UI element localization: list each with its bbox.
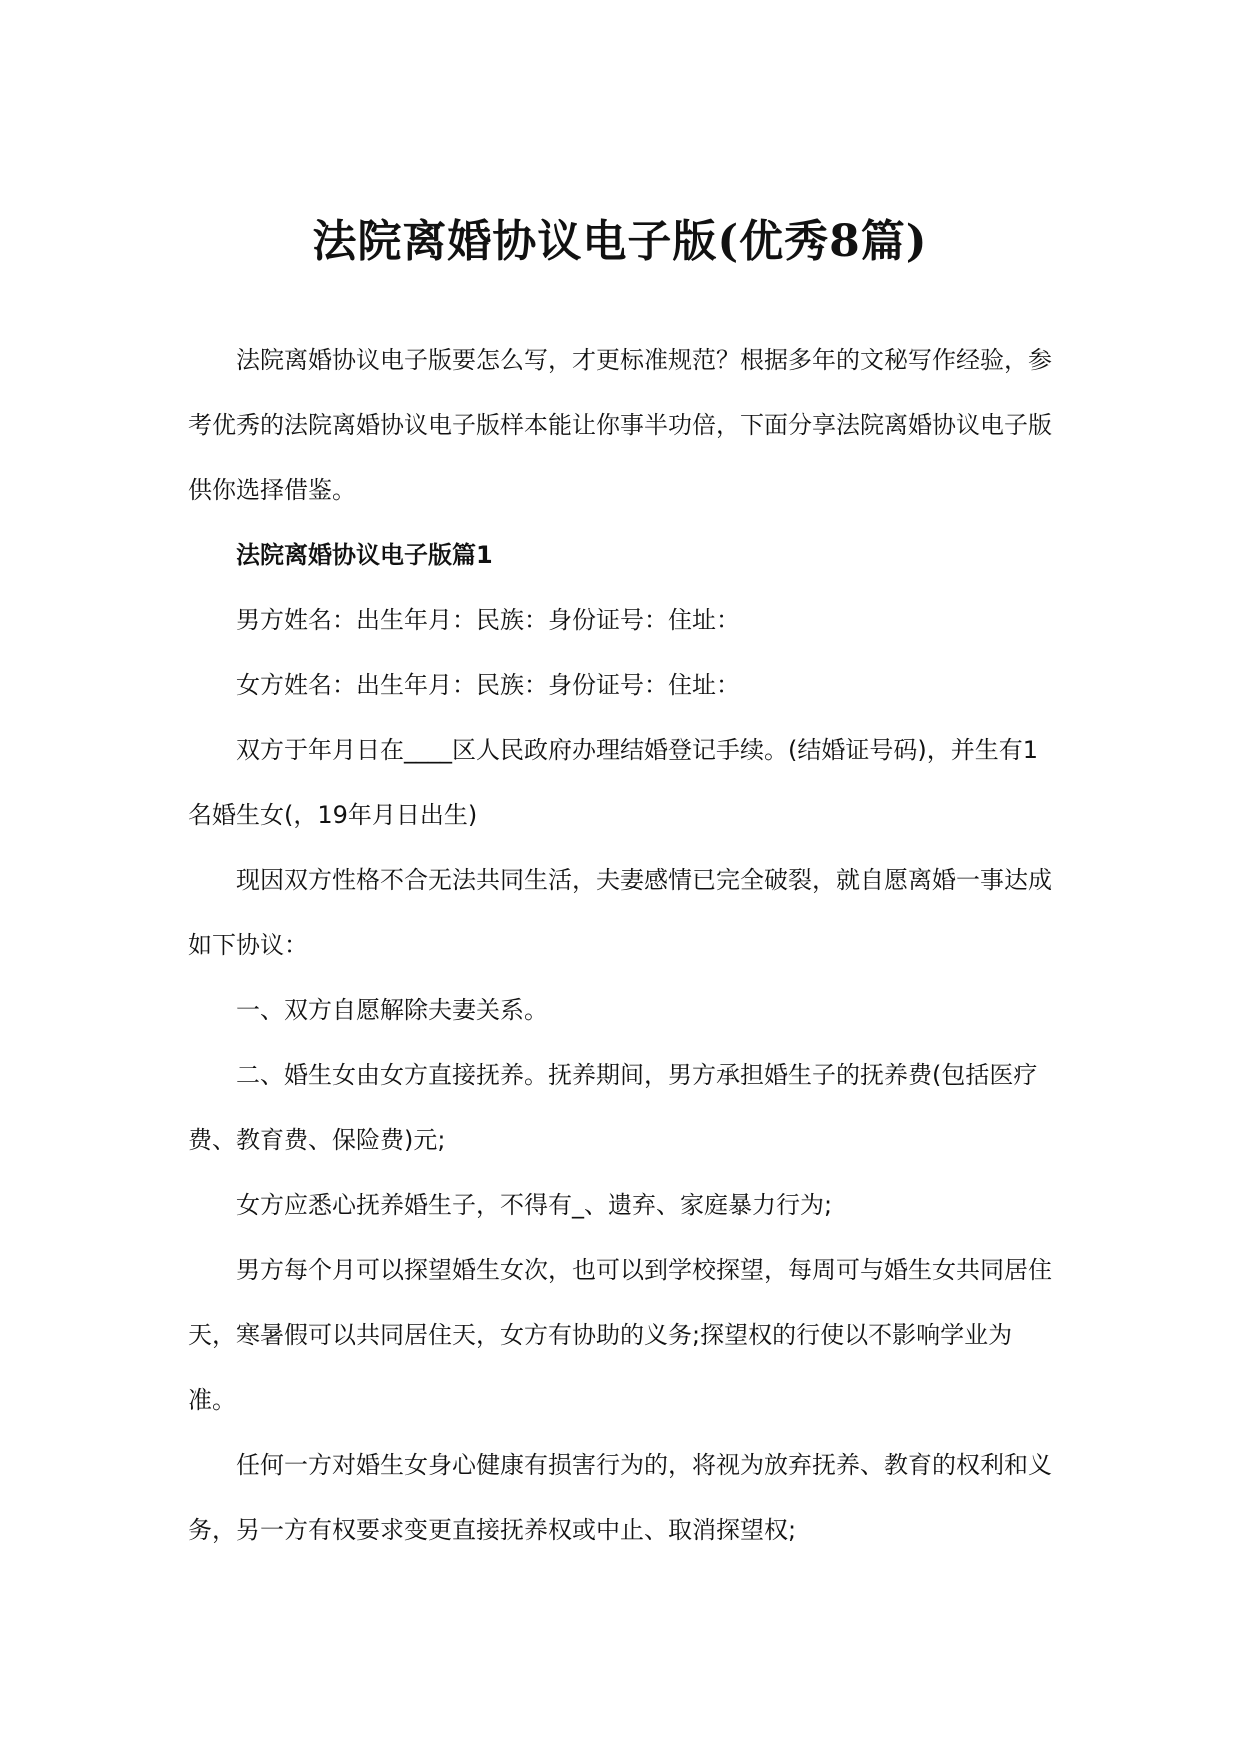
paragraph-male-info: 男方姓名：出生年月：民族：身份证号：住址： [236, 606, 740, 634]
document-body [188, 328, 1052, 1563]
paragraph-visitation: 男方每个月可以探望婚生女次，也可以到学校探望，每周可与婚生女共同居住天，寒暑假可以共同居住天，女方有协助的义务;探望权的行使以不影响学业为准。 [188, 1256, 1052, 1414]
section-heading: 法院离婚协议电子版篇1 [236, 541, 493, 569]
paragraph-divorce-reason: 现因双方性格不合无法共同生活，夫妻感情已完全破裂，就自愿离婚一事达成如下协议： [188, 866, 1052, 959]
paragraph-clause-1: 一、双方自愿解除夫妻关系。 [236, 996, 548, 1024]
paragraph-harm-clause: 任何一方对婚生女身心健康有损害行为的，将视为放弃抚养、教育的权利和义务，另一方有权要求变更直接抚养权或中止、取消探望权; [188, 1451, 1052, 1544]
paragraph-marriage-registration: 双方于年月日在____区人民政府办理结婚登记手续。(结婚证号码)，并生有1名婚生女(，19年月日出生) [188, 736, 1038, 829]
intro-paragraph: 法院离婚协议电子版要怎么写，才更标准规范？根据多年的文秘写作经验，参考优秀的法院离婚协议电子版样本能让你事半功倍，下面分享法院离婚协议电子版供你选择借鉴。 [188, 346, 1052, 504]
paragraph-female-info: 女方姓名：出生年月：民族：身份证号：住址： [236, 671, 740, 699]
document-title: 法院离婚协议电子版(优秀8篇) [312, 216, 928, 267]
paragraph-care-duty: 女方应悉心抚养婚生子，不得有_、遗弃、家庭暴力行为; [236, 1191, 833, 1219]
paragraph-clause-2: 二、婚生女由女方直接抚养。抚养期间，男方承担婚生子的抚养费(包括医疗费、教育费、保险费)元; [188, 1061, 1038, 1154]
